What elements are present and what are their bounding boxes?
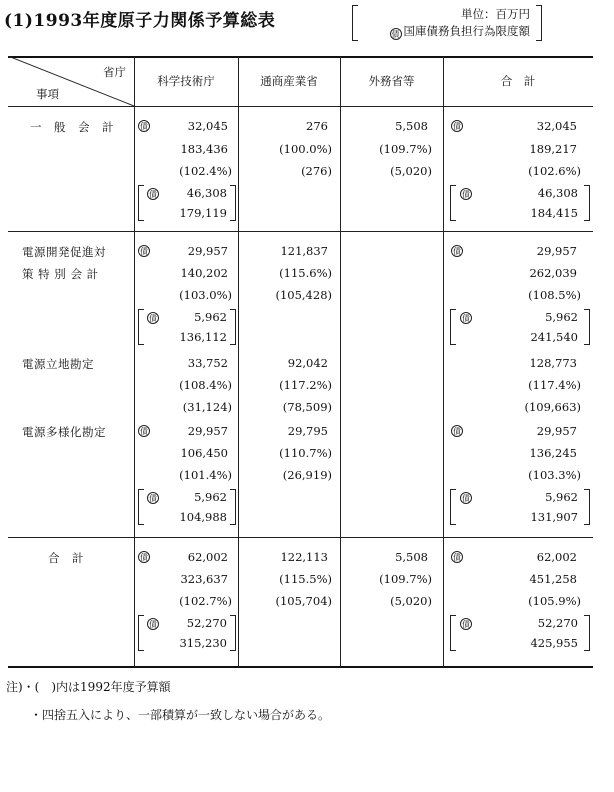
seal-icon: 債 [462, 190, 470, 199]
bracket-left [352, 5, 358, 41]
grand-gaimu-amount: 5,508 [395, 550, 428, 564]
seal-icon: 債 [140, 122, 148, 131]
seal-icon: 債 [462, 620, 470, 629]
ritchi-kagaku-ratio: (108.4%) [179, 378, 232, 392]
general-total-limit: 32,045 [536, 119, 577, 133]
seal-icon: 債 [453, 122, 461, 131]
seal-icon: 債 [453, 427, 461, 436]
ritchi-kagaku-amount: 33,752 [187, 356, 228, 370]
col-header-kagaku: 科学技術庁 [157, 74, 215, 88]
header-ministry: 省庁 [103, 65, 126, 79]
dengen-kagaku-ratio: (103.0%) [179, 288, 232, 302]
col-header-gaimu: 外務省等 [368, 74, 415, 88]
grand-tsusan-amount: 122,113 [280, 550, 328, 564]
dengen-tsusan-prev: (105,428) [275, 288, 332, 302]
bracket-right [230, 615, 236, 651]
dengen-kagaku-amount: 140,202 [180, 266, 228, 280]
general-gaimu-amount: 5,508 [395, 119, 428, 133]
bracket-left [450, 489, 456, 525]
tayoka-kagaku-debt: 5,962 [194, 490, 227, 504]
general-gaimu-prev: (5,020) [390, 164, 432, 178]
grand-tsusan-ratio: (115.5%) [279, 572, 332, 586]
ritchi-total-ratio: (117.4%) [528, 378, 581, 392]
general-total-amount: 189,217 [529, 142, 577, 156]
tayoka-tsusan-prev: (26,919) [282, 468, 332, 482]
grand-total-debt-prev: 425,955 [530, 636, 578, 650]
header-item: 事項 [36, 87, 59, 101]
grand-gaimu-prev: (5,020) [390, 594, 432, 608]
bracket-right [584, 615, 590, 651]
grand-tsusan-prev: (105,704) [275, 594, 332, 608]
row-label-general: 一 般 会 計 [30, 120, 114, 134]
general-tsusan-ratio: (100.0%) [279, 142, 332, 156]
dengen-total-ratio: (108.5%) [528, 288, 581, 302]
ritchi-tsusan-ratio: (117.2%) [279, 378, 332, 392]
row-label-ritchi: 電源立地勘定 [22, 357, 94, 371]
bracket-right [584, 489, 590, 525]
tayoka-kagaku-limit: 29,957 [187, 424, 228, 438]
general-tsusan-prev: (276) [301, 164, 332, 178]
grand-kagaku-debt: 52,270 [186, 616, 227, 630]
dengen-total-debt-prev: 241,540 [530, 330, 578, 344]
general-total-debt: 46,308 [537, 186, 578, 200]
general-kagaku-ratio: (102.4%) [179, 164, 232, 178]
seal-icon: 債 [140, 553, 148, 562]
unit-box [352, 4, 542, 40]
tayoka-kagaku-debt-prev: 104,988 [179, 510, 227, 524]
bracket-right [230, 185, 236, 221]
tayoka-total-debt: 5,962 [545, 490, 578, 504]
bracket-right [230, 489, 236, 525]
dengen-total-limit: 29,957 [536, 244, 577, 258]
unit-label: 単位：百万円 [461, 7, 530, 21]
tayoka-total-ratio: (103.3%) [528, 468, 581, 482]
general-kagaku-amount: 183,436 [180, 142, 228, 156]
bracket-left [450, 309, 456, 345]
ritchi-total-amount: 128,773 [529, 356, 577, 370]
seal-icon: 債 [149, 494, 157, 503]
tayoka-tsusan-ratio: (110.7%) [279, 446, 332, 460]
general-kagaku-debt-prev: 179,119 [179, 206, 227, 220]
seal-icon: 債 [453, 553, 461, 562]
bracket-right [536, 5, 542, 41]
dengen-kagaku-debt: 5,962 [194, 310, 227, 324]
general-total-ratio: (102.6%) [528, 164, 581, 178]
row-label-tayoka: 電源多様化勘定 [22, 425, 106, 439]
general-tsusan-amount: 276 [306, 119, 328, 133]
row-label-grand-total: 合 計 [48, 551, 84, 565]
dengen-kagaku-limit: 29,957 [187, 244, 228, 258]
general-kagaku-debt: 46,308 [186, 186, 227, 200]
col-header-tsusan: 通商産業省 [260, 74, 318, 88]
grand-total-debt: 52,270 [537, 616, 578, 630]
grand-kagaku-limit: 62,002 [187, 550, 228, 564]
row-label-dengen-1: 電源開発促進対 [22, 245, 106, 259]
seal-icon: 債 [140, 427, 148, 436]
ritchi-tsusan-prev: (78,509) [282, 400, 332, 414]
tayoka-kagaku-ratio: (101.4%) [179, 468, 232, 482]
dengen-tsusan-ratio: (115.6%) [279, 266, 332, 280]
ritchi-tsusan-amount: 92,042 [287, 356, 328, 370]
debt-limit-text: 国庫債務負担行為限度額 [403, 24, 530, 38]
bracket-right [230, 309, 236, 345]
seal-icon: 債 [140, 247, 148, 256]
seal-icon: 債 [462, 314, 470, 323]
seal-icon: 債 [149, 190, 157, 199]
grand-kagaku-amount: 323,637 [180, 572, 228, 586]
general-kagaku-limit: 32,045 [187, 119, 228, 133]
grand-total-ratio: (105.9%) [528, 594, 581, 608]
seal-icon: 債 [453, 247, 461, 256]
bracket-right [584, 309, 590, 345]
tayoka-tsusan-amount: 29,795 [287, 424, 328, 438]
tayoka-total-limit: 29,957 [536, 424, 577, 438]
dengen-total-amount: 262,039 [529, 266, 577, 280]
header-rule [8, 106, 593, 107]
bracket-left [450, 185, 456, 221]
ritchi-total-prev: (109,663) [524, 400, 581, 414]
grand-total-limit: 62,002 [536, 550, 577, 564]
bracket-right [584, 185, 590, 221]
grand-kagaku-ratio: (102.7%) [179, 594, 232, 608]
header-corner [8, 56, 134, 106]
general-gaimu-ratio: (109.7%) [379, 142, 432, 156]
section-rule-1 [8, 231, 593, 232]
grand-gaimu-ratio: (109.7%) [379, 572, 432, 586]
col-rule-3 [340, 56, 341, 667]
row-label-dengen-2: 策 特 別 会 計 [22, 267, 99, 281]
page-title: (1)1993年度原子力関係予算総表 [4, 11, 276, 31]
tayoka-total-amount: 136,245 [529, 446, 577, 460]
dengen-kagaku-debt-prev: 136,112 [179, 330, 227, 344]
seal-icon: 債 [149, 314, 157, 323]
col-header-total: 合 計 [500, 74, 536, 88]
note-line-2: ・四捨五入により、一部積算が一致しない場合がある。 [30, 708, 331, 722]
dengen-tsusan-amount: 121,837 [280, 244, 328, 258]
general-total-debt-prev: 184,415 [530, 206, 578, 220]
note-line-1: 注)・( )内は1992年度予算額 [6, 680, 171, 694]
tayoka-total-debt-prev: 131,907 [530, 510, 578, 524]
seal-icon: 債 [462, 494, 470, 503]
debt-limit-legend [390, 23, 531, 39]
tayoka-kagaku-amount: 106,450 [180, 446, 228, 460]
grand-kagaku-debt-prev: 315,230 [179, 636, 227, 650]
ritchi-kagaku-prev: (31,124) [182, 400, 232, 414]
section-rule-2 [8, 537, 593, 538]
grand-total-amount: 451,258 [529, 572, 577, 586]
seal-icon: 債 [149, 620, 157, 629]
col-rule-4 [443, 56, 444, 667]
seal-icon: 債 [391, 30, 400, 39]
col-rule-1 [134, 56, 135, 667]
table-bottom-rule [8, 666, 593, 668]
dengen-total-debt: 5,962 [545, 310, 578, 324]
bracket-left [450, 615, 456, 651]
